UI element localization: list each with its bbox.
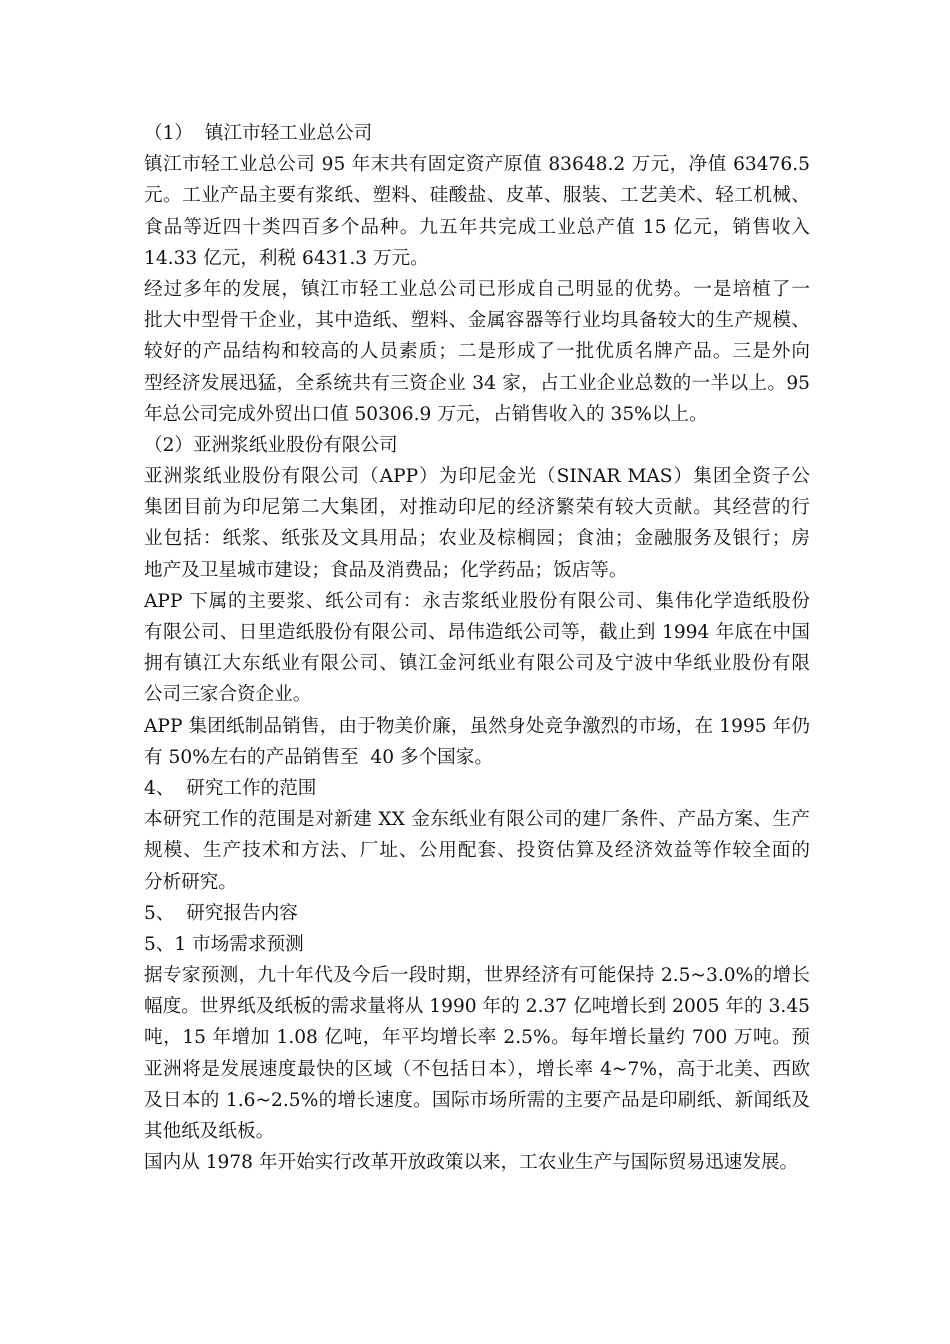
paragraph-line: APP 下属的主要浆、纸公司有：永吉浆纸业股份有限公司、集伟化学造纸股份 — [144, 590, 810, 612]
section-heading-report-content: 5、 研究报告内容 — [144, 902, 298, 924]
paragraph-line: 拥有镇江大东纸业有限公司、镇江金河纸业有限公司及宁波中华纸业股份有限 — [144, 653, 810, 675]
paragraph-line-end: 有 50%左右的产品销售至 40 多个国家。 — [144, 746, 493, 768]
section-heading-zhenjiang-light-industry: （1） 镇江市轻工业总公司 — [144, 123, 373, 144]
paragraph-line: 较好的产品结构和较高的人员素质；二是形成了一批优质名牌产品。三是外向 — [144, 341, 810, 363]
subsection-heading-market-forecast: 5、1 市场需求预测 — [144, 933, 304, 955]
paragraph-line: 幅度。世界纸及纸板的需求量将从 1990 年的 2.37 亿吨增长到 2005 年的 3.45 — [144, 996, 810, 1018]
paragraph-line: APP 集团纸制品销售，由于物美价廉，虽然身处竞争激烈的市场，在 1995 年仍 — [144, 715, 810, 737]
section-heading-app: （2）亚洲浆纸业股份有限公司 — [144, 434, 398, 456]
document-body — [144, 118, 810, 1178]
paragraph-line-end: 分析研究。 — [144, 871, 237, 893]
paragraph-line: 元。工业产品主要有浆纸、塑料、硅酸盐、皮革、服装、工艺美术、轻工机械、 — [144, 185, 810, 207]
paragraph-line: 亚洲将是发展速度最快的区域（不包括日本），增长率 4~7%，高于北美、西欧 — [144, 1058, 810, 1080]
paragraph-line: 集团目前为印尼第二大集团，对推动印尼的经济繁荣有较大贡献。其经营的行 — [144, 497, 810, 519]
paragraph-line: 及日本的 1.6~2.5%的增长速度。国际市场所需的主要产品是印刷纸、新闻纸及 — [144, 1089, 810, 1111]
paragraph-line: 吨，15 年增加 1.08 亿吨，年平均增长率 2.5%。每年增长量约 700 万吨。预 — [144, 1027, 810, 1049]
section-heading-research-scope: 4、 研究工作的范围 — [144, 777, 317, 799]
paragraph-line-end: 年总公司完成外贸出口值 50306.9 万元，占销售收入的 35%以上。 — [144, 403, 708, 425]
paragraph-line: 有限公司、日里造纸股份有限公司、昂伟造纸公司等，截止到 1994 年底在中国 — [144, 622, 810, 643]
paragraph-line: 食品等近四十类四百多个品种。九五年共完成工业总产值 15 亿元，销售收入 — [144, 216, 810, 238]
paragraph-line: 经过多年的发展，镇江市轻工业总公司已形成自己明显的优势。一是培植了一 — [144, 278, 810, 300]
paragraph-line-end: 其他纸及纸板。 — [144, 1121, 275, 1142]
paragraph-line-end: 14.33 亿元，利税 6431.3 万元。 — [144, 247, 429, 269]
paragraph-line: 规模、生产技术和方法、厂址、公用配套、投资估算及经济效益等作较全面的 — [144, 840, 810, 862]
paragraph-line: 型经济发展迅猛，全系统共有三资企业 34 家，占工业企业总数的一半以上。95 — [144, 372, 810, 394]
paragraph-line-end: 地产及卫星城市建设；食品及消费品；化学药品；饭店等。 — [144, 559, 628, 581]
paragraph-line: 亚洲浆纸业股份有限公司（APP）为印尼金光（SINAR MAS）集团全资子公 — [144, 466, 810, 488]
paragraph-line: 本研究工作的范围是对新建 XX 金东纸业有限公司的建厂条件、产品方案、生产 — [144, 809, 810, 831]
paragraph-line-end: 公司三家合资企业。 — [144, 684, 312, 706]
paragraph-line: 业包括：纸浆、纸张及文具用品；农业及棕榈园；食油；金融服务及银行；房 — [144, 528, 810, 550]
paragraph-line: 镇江市轻工业总公司 95 年末共有固定资产原值 83648.2 万元，净值 63476.5 — [144, 154, 810, 176]
paragraph-line: 批大中型骨干企业，其中造纸、塑料、金属容器等行业均具备较大的生产规模、 — [144, 310, 810, 332]
paragraph-line: 国内从 1978 年开始实行改革开放政策以来，工农业生产与国际贸易迅速发展。 — [144, 1152, 799, 1174]
paragraph-line: 据专家预测，九十年代及今后一段时期，世界经济有可能保持 2.5~3.0%的增长 — [144, 965, 810, 987]
